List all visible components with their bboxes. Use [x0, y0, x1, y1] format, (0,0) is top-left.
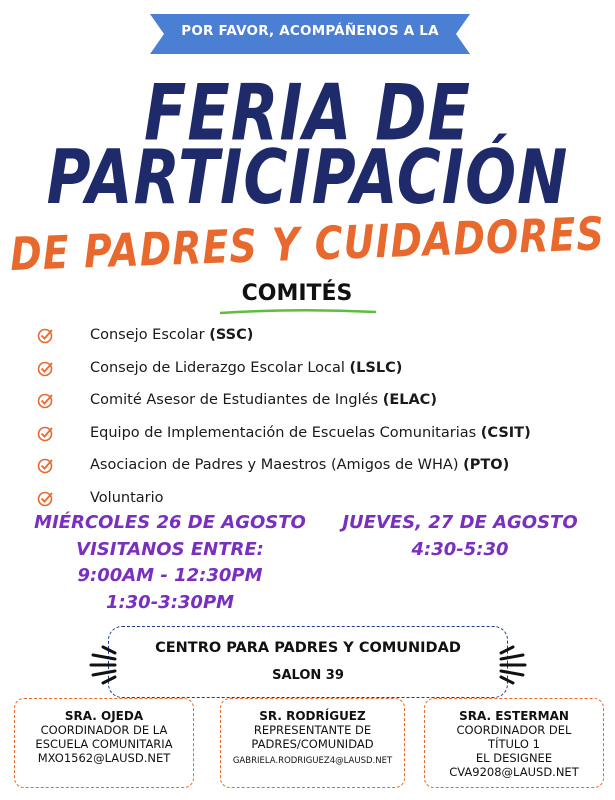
contact-name: SRA. OJEDA: [64, 709, 144, 723]
committee-abbr: (SSC): [209, 327, 254, 343]
committee-label: Voluntario: [90, 489, 164, 506]
committee-label: Consejo de Liderazgo Escolar Local (LSLC): [90, 359, 403, 376]
check-circle-icon: [36, 455, 56, 475]
banner-text: POR FAVOR, ACOMPÁÑENOS A LA: [181, 23, 439, 39]
thursday-time: 4:30-5:30: [411, 539, 509, 560]
contact-email[interactable]: CVA9208@LAUSD.NET: [449, 765, 579, 779]
visit-label: VISITANOS ENTRE:: [76, 539, 264, 560]
contact-role: COORDINADOR DEL: [456, 723, 572, 737]
wednesday-time-afternoon: 1:30-3:30PM: [105, 592, 235, 613]
committee-abbr: (CSIT): [480, 424, 531, 441]
event-subtitle: DE PADRES Y CUIDADORES: [9, 207, 606, 281]
committees-heading: COMITÉS: [241, 281, 353, 306]
check-circle-icon: [36, 358, 56, 378]
location-room: SALON 39: [272, 668, 344, 683]
check-circle-icon: [36, 390, 56, 410]
contact-card: [424, 698, 604, 788]
contact-email[interactable]: GABRIELA.RODRIGUEZ4@LAUSD.NET: [232, 756, 393, 766]
committee-item: [36, 385, 606, 418]
location-title: CENTRO PARA PADRES Y COMUNIDAD: [155, 640, 461, 656]
contact-role: REPRESENTANTE DE: [253, 723, 372, 737]
check-circle-icon: [36, 325, 56, 345]
contact-name: SRA. ESTERMAN: [459, 709, 569, 723]
contact-email[interactable]: MXO1562@LAUSD.NET: [37, 751, 171, 765]
burst-lines-icon: [497, 645, 527, 685]
committee-label: Comité Asesor de Estudiantes de Inglés (ELAC): [90, 392, 437, 408]
committee-label: Equipo de Implementación de Escuelas Comunitarias (CSIT): [90, 424, 531, 441]
contact-card: [220, 698, 405, 788]
committee-item: [36, 450, 606, 483]
contact-role: TÍTULO 1: [488, 737, 540, 751]
wednesday-date: MIÉRCOLES 26 DE AGOSTO: [34, 512, 306, 533]
committee-item: [36, 353, 606, 386]
committee-item: [36, 320, 606, 353]
location-box: [108, 626, 508, 698]
committee-item: [36, 483, 606, 516]
committee-item: [36, 418, 606, 451]
thursday-date: JUEVES, 27 DE AGOSTO: [342, 512, 578, 533]
top-banner: [150, 10, 470, 58]
contact-role: PADRES/COMUNIDAD: [251, 737, 374, 751]
committee-abbr: (LSLC): [349, 359, 403, 376]
contact-name: SR. RODRÍGUEZ: [259, 709, 366, 723]
committee-label: Consejo Escolar (SSC): [90, 327, 254, 343]
contact-role: EL DESIGNEE: [475, 751, 553, 765]
check-circle-icon: [36, 423, 56, 443]
contact-card: [14, 698, 194, 788]
event-title-line1: FERIA DE: [144, 66, 471, 158]
committee-list: [36, 320, 606, 515]
contact-role: COORDINADOR DE LA: [40, 723, 168, 737]
committee-abbr: (PTO): [463, 457, 510, 473]
contact-role: ESCUELA COMUNITARIA: [35, 737, 173, 751]
committee-label: Asociacion de Padres y Maestros (Amigos de WHA) (PTO): [90, 457, 510, 473]
event-title-line2: PARTICIPACIÓN: [46, 134, 569, 222]
heading-underline: [218, 308, 378, 316]
wednesday-time-morning: 9:00AM - 12:30PM: [77, 565, 263, 586]
committee-abbr: (ELAC): [382, 392, 437, 408]
check-circle-icon: [36, 488, 56, 508]
